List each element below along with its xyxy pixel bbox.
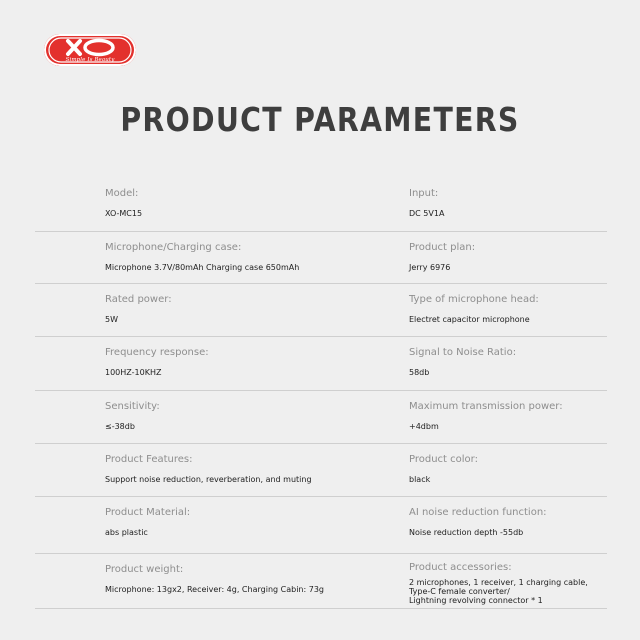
- parameter-value: 5W: [105, 315, 118, 324]
- parameter-value: ≤-38db: [105, 422, 135, 431]
- parameter-right-cell: [409, 401, 563, 431]
- parameter-left-cell: [105, 242, 299, 272]
- xo-logo: [44, 34, 136, 66]
- parameter-left-cell: [105, 507, 190, 537]
- parameter-right-cell: [409, 294, 539, 324]
- parameter-value: DC 5V1A: [409, 209, 445, 218]
- parameter-left-cell: [105, 454, 312, 484]
- parameter-value: Electret capacitor microphone: [409, 315, 530, 324]
- parameter-row: [35, 554, 607, 609]
- parameter-row: [35, 178, 607, 232]
- parameter-left-cell: [105, 188, 142, 218]
- parameter-label: Product Material:: [105, 507, 191, 518]
- parameter-right-cell: [409, 242, 475, 272]
- parameter-value: 100HZ-10KHZ: [105, 368, 162, 377]
- parameter-label: Product Features:: [105, 454, 193, 465]
- parameter-right-cell: [409, 507, 547, 537]
- parameter-label: AI noise reduction function:: [409, 507, 547, 518]
- parameter-row: [35, 337, 607, 391]
- parameter-value: Support noise reduction, reverberation, and muting: [105, 475, 312, 484]
- parameter-label: Type of microphone head:: [409, 294, 539, 305]
- parameter-value: Noise reduction depth -55db: [409, 528, 524, 537]
- parameter-label: Microphone/Charging case:: [105, 242, 242, 253]
- parameter-label: Input:: [409, 188, 439, 199]
- parameter-left-cell: [105, 294, 172, 324]
- brand-slogan: Simple Is Beauty: [65, 57, 115, 63]
- parameter-value: 58db: [409, 368, 430, 377]
- parameter-value: Microphone 3.7V/80mAh Charging case 650mAh: [105, 263, 300, 272]
- parameter-label: Frequency response:: [105, 347, 209, 358]
- parameter-left-cell: [105, 347, 209, 377]
- parameter-row: [35, 444, 607, 497]
- parameter-label: Product weight:: [105, 564, 184, 575]
- parameter-label: Product accessories:: [409, 562, 512, 573]
- parameter-value: Jerry 6976: [409, 263, 451, 272]
- parameter-label: Rated power:: [105, 294, 172, 305]
- parameter-label: Model:: [105, 188, 139, 199]
- parameter-left-cell: [105, 564, 324, 594]
- parameters-table: [35, 178, 607, 609]
- parameter-row: [35, 232, 607, 284]
- parameter-right-cell: [409, 562, 588, 605]
- page-title: PRODUCT PARAMETERS: [120, 100, 520, 139]
- parameter-left-cell: [105, 401, 160, 431]
- parameter-row: [35, 497, 607, 554]
- parameter-value: 2 microphones, 1 receiver, 1 charging cable, Type-C female converter/ Lightning revolving connector * 1: [409, 578, 588, 605]
- parameter-value: black: [409, 475, 431, 484]
- parameter-label: Product plan:: [409, 242, 476, 253]
- parameter-label: Signal to Noise Ratio:: [409, 347, 517, 358]
- parameter-label: Product color:: [409, 454, 478, 465]
- parameter-value: Microphone: 13gx2, Receiver: 4g, Charging Cabin: 73g: [105, 585, 324, 594]
- parameter-right-cell: [409, 454, 478, 484]
- parameter-value: +4dbm: [409, 422, 439, 431]
- parameter-value: abs plastic: [105, 528, 148, 537]
- parameter-right-cell: [409, 188, 444, 218]
- parameter-row: [35, 284, 607, 337]
- parameter-right-cell: [409, 347, 516, 377]
- parameter-label: Maximum transmission power:: [409, 401, 563, 412]
- parameter-row: [35, 391, 607, 444]
- parameter-label: Sensitivity:: [105, 401, 160, 412]
- parameter-value: XO-MC15: [105, 209, 143, 218]
